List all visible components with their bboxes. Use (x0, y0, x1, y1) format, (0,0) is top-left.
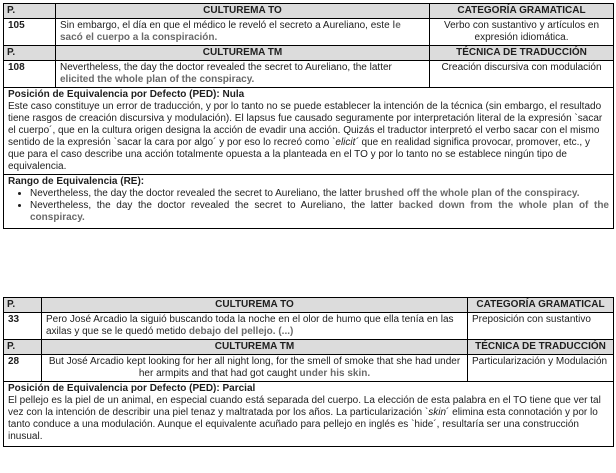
ped-title: Posición de Equivalencia por Defecto (PED): Nula (8, 89, 245, 100)
to-text-plain: Pero José Arcadio la siguió buscando toda la noche en el olor de humo que ella tenía en las axilas y que se le quedó metido (46, 314, 454, 337)
header-culturema-tm: CULTUREMA TM (42, 340, 468, 355)
ped-cell (4, 382, 614, 447)
row-tm (4, 61, 614, 88)
re-item-text: Nevertheless, the day the doctor revealed the secret to Aureliano, the latter (30, 188, 365, 199)
re-item-highlight: brushed off the whole plan of the conspiracy. (364, 188, 580, 199)
to-category: Preposición con sustantivo (468, 313, 614, 340)
row-ped (4, 88, 614, 175)
tm-text-plain: But José Arcadio kept looking for her all night long, for the smell of smoke that she had under her armpits and that had got caught (48, 356, 461, 379)
ped-emphasis: `elicit´ (332, 137, 359, 148)
to-category: Verbo con sustantivo y artículos en expresión idiomática. (430, 19, 614, 46)
to-text (56, 19, 430, 46)
header-row-tm (4, 46, 614, 61)
tm-text-plain: Nevertheless, the day the doctor revealed the secret to Aureliano, the latter (60, 62, 392, 73)
header-row-to (4, 4, 614, 19)
header-categoria: CATEGORÍA GRAMATICAL (430, 4, 614, 19)
tm-text (42, 355, 468, 382)
ped-text-1: Este caso constituye un error de traducción, y por lo tanto no se puede establecer la intención de la técnica (sin embargo, el resultado tiene rasgos de creación discursiva y modulación). El lapsus fue causado seguramente por interpretación literal de la expresión `sacar el cuerpo´, que en la cultura origen designa la acción de evadir una acción. Quizás el traductor interpretó el verbo sacar con el mismo sentido de la expresión `sacar la cara por algo´ y por eso lo recreó como (8, 101, 603, 148)
header-culturema-tm: CULTUREMA TM (56, 46, 430, 61)
header-p: P. (4, 4, 56, 19)
ped-text-2: ´ elimina esta connotación y por lo tanto conduce a una modulación. Aunque el equivalente acuñado para pellejo en inglés es `hide´, resultaría ser una construcción inusual. (8, 407, 598, 442)
re-list (8, 188, 609, 224)
to-highlight: le sacó el cuerpo a la conspiración. (60, 20, 401, 43)
re-item-highlight: backed down from the whole plan of the conspiracy. (30, 200, 609, 223)
row-re (4, 175, 614, 229)
header-culturema-to: CULTUREMA TO (42, 298, 468, 313)
re-title: Rango de Equivalencia (RE): (8, 176, 145, 187)
to-text-plain: Sin embargo, el día en que el médico le reveló el secreto a Aureliano, este (60, 20, 393, 31)
tm-highlight: elicited the whole plan of the conspiracy. (60, 74, 255, 85)
ped-cell (4, 88, 614, 175)
header-row-tm (4, 340, 614, 355)
ped-text (8, 101, 609, 173)
ped-emphasis: skin (428, 407, 447, 418)
re-cell (4, 175, 614, 229)
re-item (30, 200, 609, 224)
header-row-to (4, 298, 614, 313)
header-p: P. (4, 298, 42, 313)
tm-technique: Particularización y Modulación (468, 355, 614, 382)
tm-number: 28 (4, 355, 42, 382)
row-to (4, 313, 614, 340)
to-number: 33 (4, 313, 42, 340)
tm-number: 108 (4, 61, 56, 88)
header-culturema-to: CULTUREMA TO (56, 4, 430, 19)
header-tecnica: TÉCNICA DE TRADUCCIÓN (430, 46, 614, 61)
row-tm (4, 355, 614, 382)
to-number: 105 (4, 19, 56, 46)
tm-technique: Creación discursiva con modulación (430, 61, 614, 88)
to-text (42, 313, 468, 340)
ped-title: Posición de Equivalencia por Defecto (PED): Parcial (8, 383, 256, 394)
re-item (30, 188, 609, 200)
row-to (4, 19, 614, 46)
tm-highlight: under his skin. (299, 368, 371, 379)
tm-text (56, 61, 430, 88)
analysis-table-2 (3, 297, 614, 447)
re-item-text: Nevertheless, the day the doctor revealed the secret to Aureliano, the latter (30, 200, 399, 211)
ped-text (8, 395, 609, 443)
ped-text-1: El pellejo es la piel de un animal, en especial cuando está separada del cuerpo. La elección de esta palabra en el TO tiene que ver tal vez con la intención de describir una piel tenaz y maltratada por los años. La particularización ` (8, 395, 601, 418)
header-p-tm: P. (4, 340, 42, 355)
to-highlight: debajo del pellejo. (...) (188, 326, 294, 337)
row-ped (4, 382, 614, 447)
ped-text-2: que en realidad significa provocar, promover, etc., y que para el caso describe una acción totalmente opuesta a la planteada en el TO y por lo tanto no se establece ningún tipo de equivalencia. (8, 137, 590, 172)
header-categoria: CATEGORÍA GRAMATICAL (468, 298, 614, 313)
analysis-table-1 (3, 3, 614, 229)
header-p-tm: P. (4, 46, 56, 61)
header-tecnica: TÉCNICA DE TRADUCCIÓN (468, 340, 614, 355)
